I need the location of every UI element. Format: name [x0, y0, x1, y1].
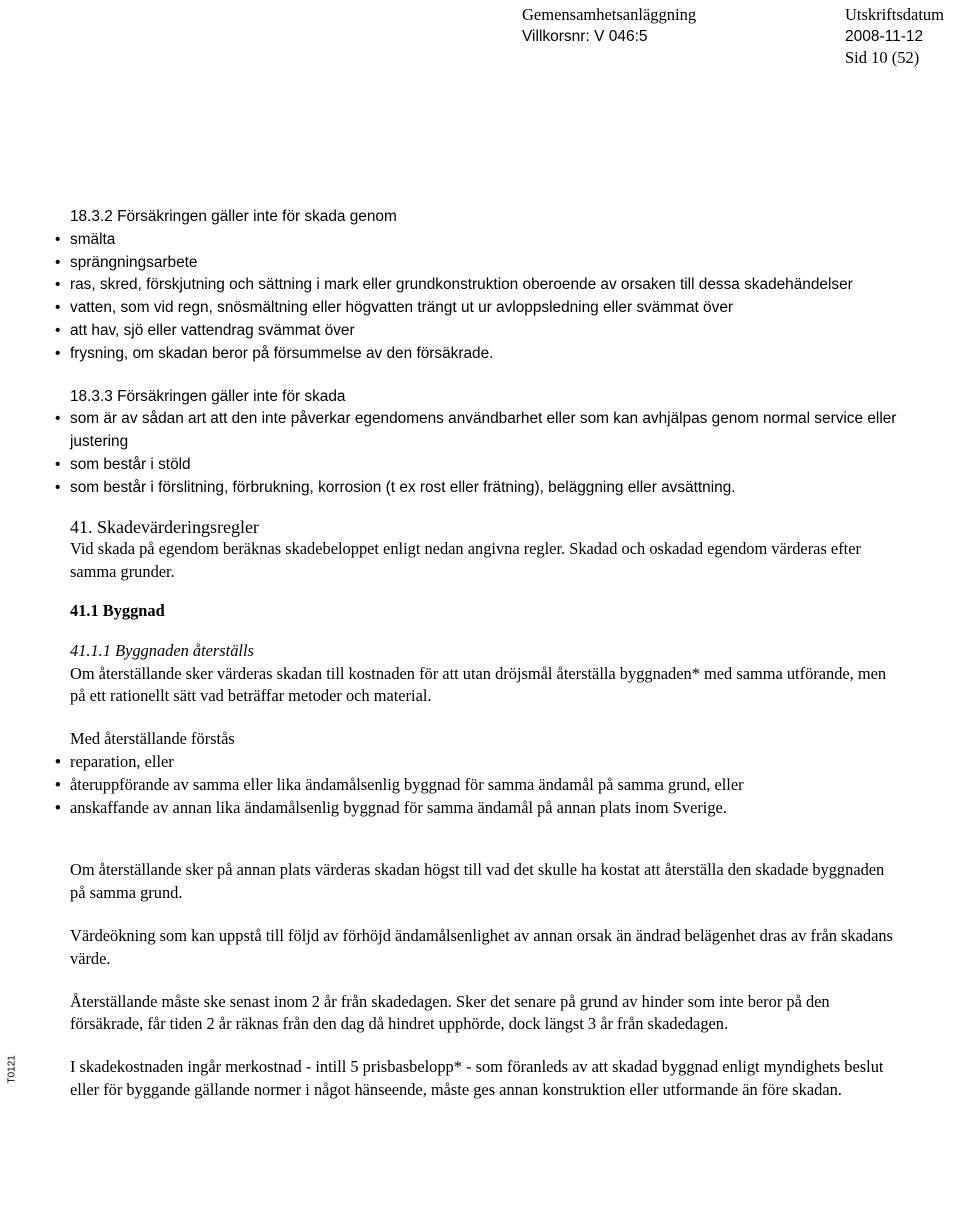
- plan-name: Gemensamhetsanläggning: [522, 5, 697, 24]
- header-right: [845, 4, 944, 48]
- list-item: • anskaffande av annan lika ändamålsenlig byggnad för samma ändamål på annan plats inom Sverige.: [70, 797, 900, 820]
- list-item: • reparation, eller: [70, 751, 900, 774]
- paragraph: Vid skada på egendom beräknas skadebeloppet enligt nedan angivna regler. Skadad och oskadad egendom värderas efter samma grunder.: [70, 539, 861, 582]
- section-41: [70, 516, 900, 1102]
- print-date-label: Utskriftsdatum: [845, 5, 944, 24]
- section-heading: 18.3.2 Försäkringen gäller inte för skada genom: [70, 208, 397, 225]
- side-code: T0121: [6, 1055, 18, 1084]
- list-item: • sprängningsarbete: [70, 252, 900, 275]
- paragraph: Om återställande sker på annan plats värderas skadan högst till vad det skulle ha kostat att återställa den skadade byggnaden på samma grund.: [70, 860, 885, 903]
- list-item: • som består i förslitning, förbrukning, korrosion (t ex rost eller frätning), beläggning eller avsättning.: [70, 477, 900, 500]
- list-item: • vatten, som vid regn, snösmältning eller högvatten trängt ut ur avloppsledning eller svämmat över: [70, 297, 900, 320]
- section-heading: 41. Skadevärderingsregler: [70, 516, 259, 537]
- restoration-list: [70, 751, 900, 819]
- paragraph: Återställande måste ske senast inom 2 år från skadedagen. Sker det senare på grund av hinder som inte beror på den försäkrade, får tiden 2 år räknas från den dag då hindret upphörde, dock längst 3 år från skadedagen.: [70, 991, 830, 1034]
- terms-number: Villkorsnr: V 046:5: [522, 28, 648, 45]
- document-body: [70, 206, 900, 1102]
- list-intro: Med återställande förstås: [70, 729, 235, 749]
- list-item: • som är av sådan art att den inte påverkar egendomens användbarhet eller som kan avhjälpas genom normal service eller justering: [70, 408, 900, 454]
- subsection-heading: 41.1 Byggnad: [70, 600, 165, 620]
- exclusion-list: [70, 229, 900, 366]
- list-item: • att hav, sjö eller vattendrag svämmat över: [70, 320, 900, 343]
- paragraph: I skadekostnaden ingår merkostnad - intill 5 prisbasbelopp* - som föranleds av att skadad byggnad enligt myndighets beslut eller för byggande gällande normer i något hänseende, måste ges annan konstruktion eller utformande än före skadan.: [70, 1057, 884, 1099]
- page-number: Sid 10 (52): [845, 48, 920, 67]
- list-item: • ras, skred, förskjutning och sättning i mark eller grundkonstruktion oberoende av orsaken till dessa skadehändelser: [70, 274, 900, 297]
- list-item: • återuppförande av samma eller lika ändamålsenlig byggnad för samma ändamål på samma grund, eller: [70, 774, 900, 797]
- section-heading: 18.3.3 Försäkringen gäller inte för skada: [70, 387, 346, 405]
- list-item: • som består i stöld: [70, 454, 900, 477]
- section-18-3-2: [70, 206, 900, 366]
- header-left: [522, 4, 696, 48]
- paragraph: Om återställande sker värderas skadan till kostnaden för att utan dröjsmål återställa byggnaden* med samma utförande, men på ett rationellt sätt vad beträffar metoder och material.: [70, 663, 887, 706]
- exclusion-list: [70, 408, 900, 499]
- list-item: • frysning, om skadan beror på försummelse av den försäkrade.: [70, 343, 900, 366]
- list-item: • smälta: [70, 229, 900, 252]
- section-18-3-3: [70, 386, 900, 500]
- subsubsection-heading: 41.1.1 Byggnaden återställs: [70, 640, 254, 660]
- paragraph: Värdeökning som kan uppstå till följd av förhöjd ändamålsenlighet av annan orsak än ändrad belägenhet dras av från skadans värde.: [70, 925, 893, 968]
- print-date: 2008-11-12: [845, 28, 924, 45]
